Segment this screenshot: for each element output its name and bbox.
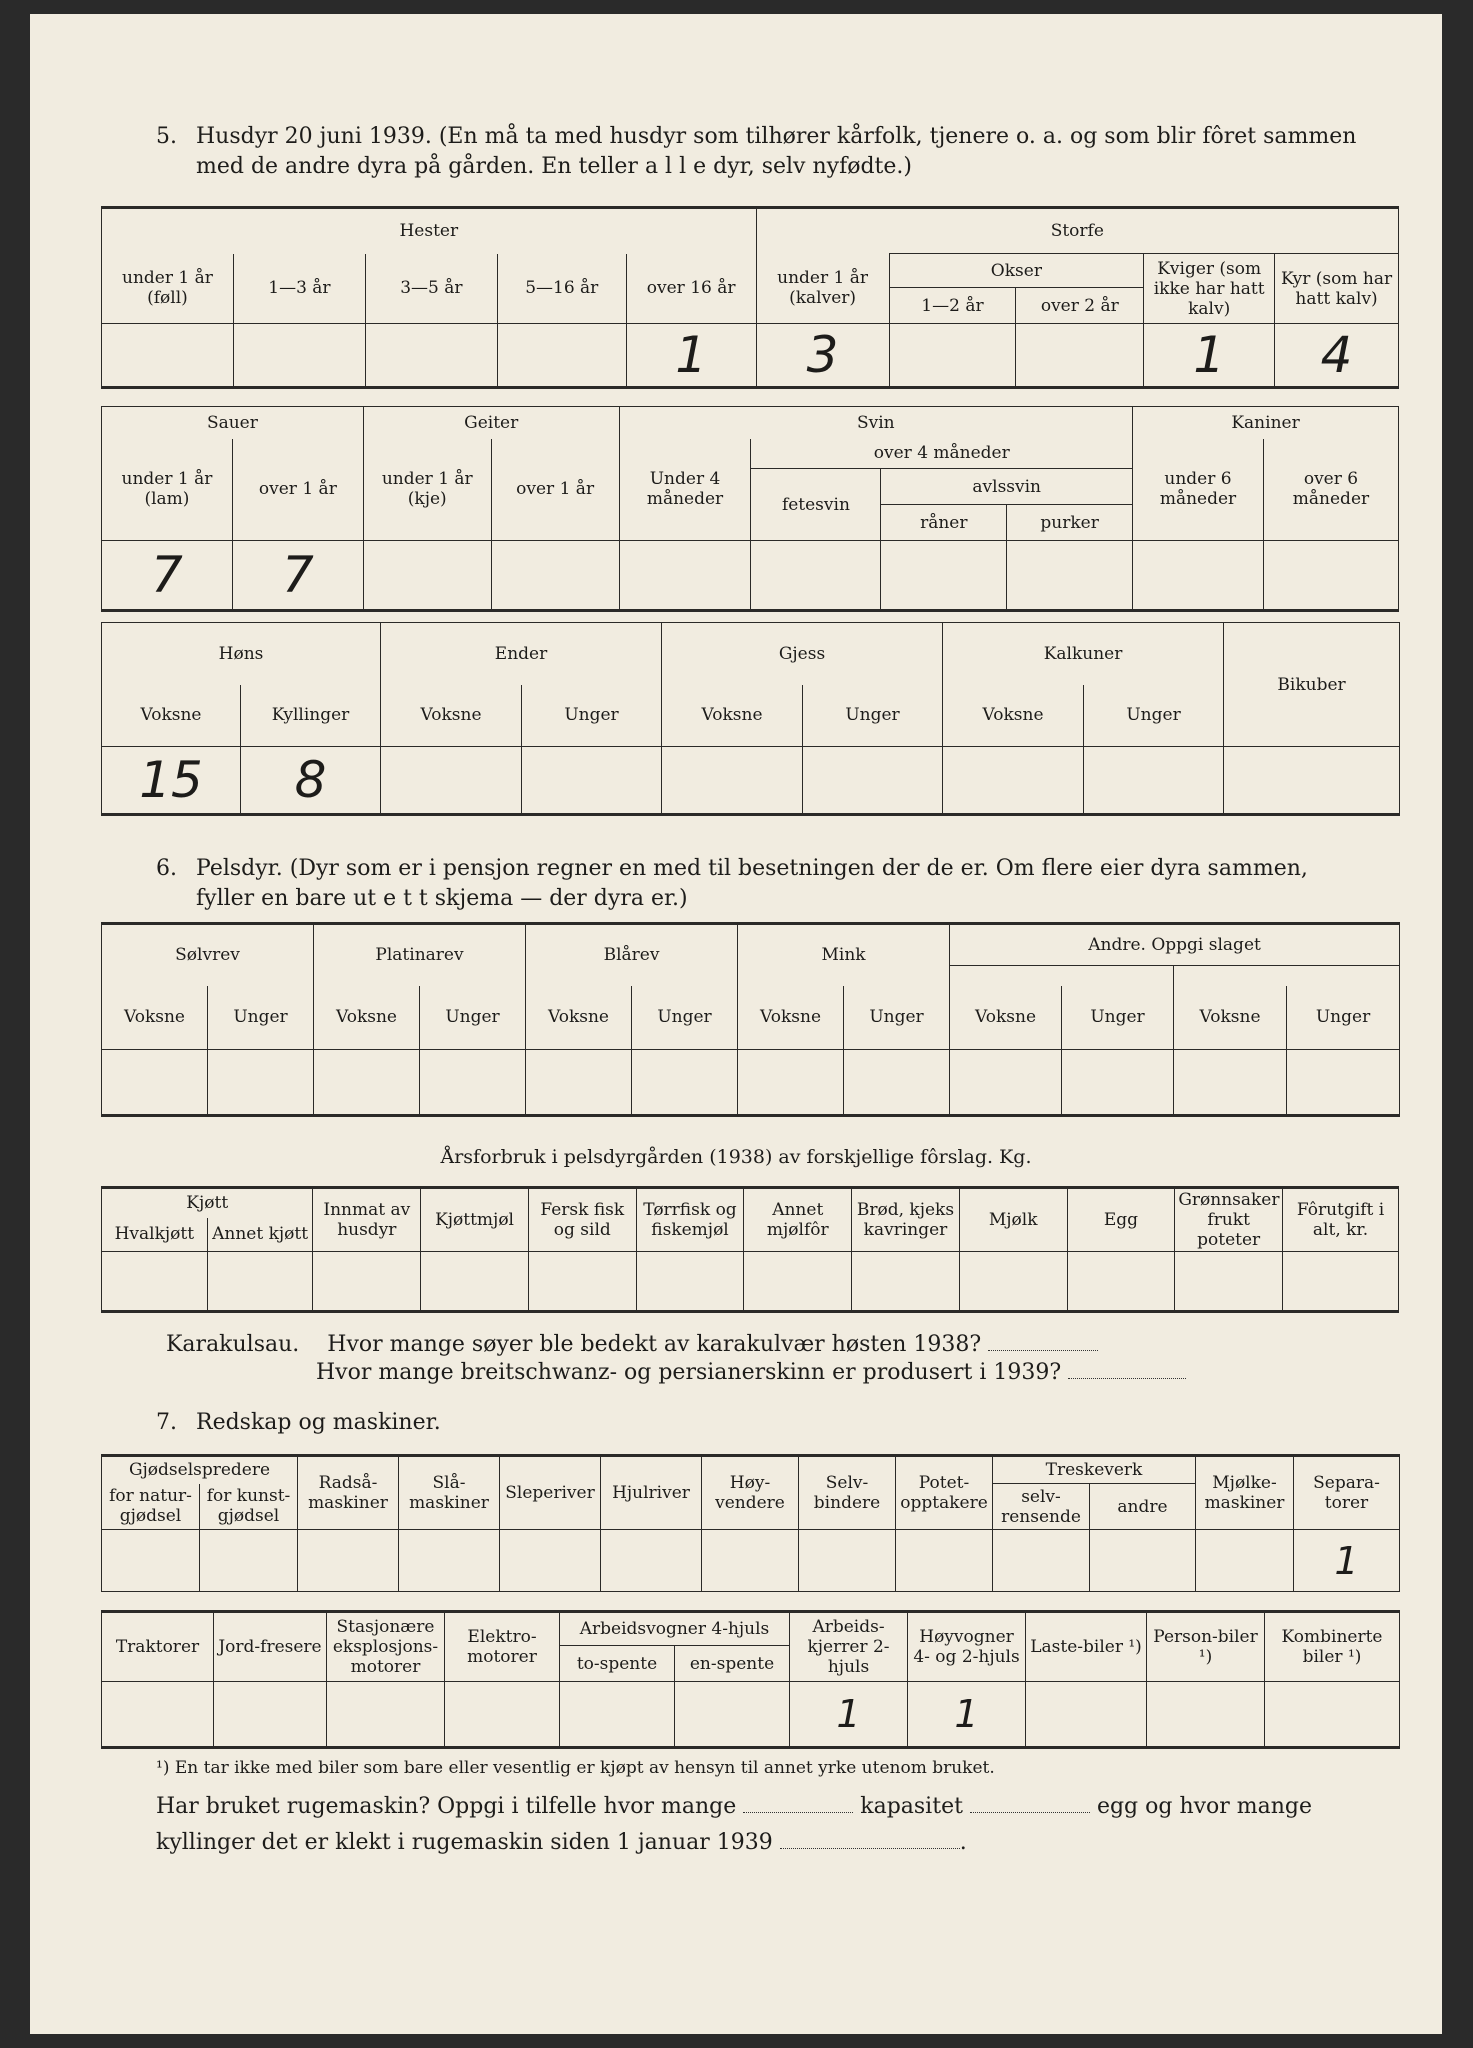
col-to-spente: to-spente	[560, 1646, 675, 1682]
header-geiter: Geiter	[363, 407, 619, 439]
value-cell	[500, 1530, 601, 1592]
value-cell	[1026, 1682, 1147, 1748]
col-voksne: Voksne	[1174, 986, 1287, 1050]
value-kyr: 4	[1275, 324, 1399, 388]
section-number: 7.	[156, 1410, 177, 1435]
header-okser: Okser	[889, 254, 1144, 288]
col-unger: Unger	[844, 986, 950, 1050]
value-cell	[1090, 1530, 1196, 1592]
value-cell	[1147, 1682, 1265, 1748]
value-cell	[1062, 1050, 1174, 1116]
value-cell	[102, 324, 234, 388]
col-hjulriver: Hjulriver	[601, 1456, 702, 1530]
kyllinger-klekt-field[interactable]	[780, 1830, 960, 1849]
value-cell	[1196, 1530, 1294, 1592]
col-annet-kjott: Annet kjøtt	[207, 1218, 313, 1252]
col-hest-1-3: 1—3 år	[233, 254, 365, 324]
col-stasjonaere-motorer: Stasjonære eksplosjons-motorer	[327, 1612, 445, 1682]
karakul-question-2: Hvor mange breitschwanz- og persianerskinn er produsert i 1939?	[316, 1360, 1062, 1385]
value-cell	[497, 324, 626, 388]
value-cell	[208, 1050, 314, 1116]
header-storfe: Storfe	[756, 208, 1398, 254]
value-cell	[889, 324, 1016, 388]
value-cell	[327, 1682, 445, 1748]
col-geit-over-1: over 1 år	[491, 439, 619, 541]
karakul-q2	[316, 1358, 1186, 1388]
equipment-table-2	[101, 1610, 1400, 1749]
col-hoyvendere: Høy-vendere	[702, 1456, 799, 1530]
col-raner: råner	[881, 505, 1007, 541]
col-voksne: Voksne	[526, 986, 632, 1050]
value-cell	[959, 1252, 1067, 1312]
value-cell	[200, 1530, 298, 1592]
value-bikuber	[1224, 747, 1400, 815]
header-ender: Ender	[381, 623, 662, 685]
col-unger: Unger	[1287, 986, 1400, 1050]
value-cell	[601, 1530, 702, 1592]
value-cell	[445, 1682, 560, 1748]
form-page	[30, 14, 1442, 2034]
livestock-horses-cattle-table	[101, 206, 1399, 389]
value-cell	[314, 1050, 420, 1116]
header-platinarev: Platinarev	[314, 924, 526, 986]
value-cell	[799, 1530, 896, 1592]
col-okser-1-2: 1—2 år	[889, 288, 1016, 324]
value-cell	[214, 1682, 327, 1748]
col-sau-over-1: over 1 år	[232, 439, 363, 541]
header-kjott: Kjøtt	[102, 1188, 313, 1218]
col-mjolkemaskiner: Mjølke-maskiner	[1196, 1456, 1294, 1530]
value-cell	[1133, 541, 1264, 611]
kapasitet-label: kapasitet	[860, 1794, 963, 1819]
value-cell	[420, 1050, 526, 1116]
value-cell	[1263, 541, 1398, 611]
col-innmat: Innmat av husdyr	[313, 1188, 421, 1252]
header-hons: Høns	[102, 623, 381, 685]
value-cell	[632, 1050, 738, 1116]
value-cell	[950, 1050, 1062, 1116]
footnote: ¹) En tar ikke med biler som bare eller vesentlig er kjøpt av hensyn til annet yrke utenom bruket.	[156, 1758, 995, 1778]
karakul-answer-1-field[interactable]	[988, 1332, 1098, 1351]
section-5-line1: Husdyr 20 juni 1939. (En må ta med husdyr som tilhører kårfolk, tjenere o. a. og som blir fôret sammen	[196, 124, 1357, 149]
value-cell	[1016, 324, 1144, 388]
value-cell	[1174, 1050, 1287, 1116]
value-lam: 7	[102, 541, 233, 611]
value-cell	[560, 1682, 675, 1748]
kapasitet-field[interactable]	[970, 1794, 1090, 1813]
poultry-bees-table	[101, 622, 1400, 816]
col-sla: Slå-maskiner	[399, 1456, 500, 1530]
value-cell	[491, 541, 619, 611]
value-sau-over-1: 7	[232, 541, 363, 611]
value-cell	[313, 1252, 421, 1312]
egg-label: egg og hvor mange	[1096, 1794, 1313, 1819]
col-kjottmjol: Kjøttmjøl	[421, 1188, 529, 1252]
value-cell	[298, 1530, 399, 1592]
col-kviger: Kviger (som ikke har hatt kalv)	[1144, 254, 1275, 324]
karakul-q1	[166, 1330, 1098, 1360]
col-purker: purker	[1007, 505, 1133, 541]
header-over-4-maneder: over 4 måneder	[751, 439, 1133, 469]
karakul-question-1: Hvor mange søyer ble bedekt av karakulvær høsten 1938?	[327, 1332, 982, 1357]
col-egg: Egg	[1067, 1188, 1175, 1252]
value-cell	[675, 1682, 790, 1748]
header-andre: Andre. Oppgi slaget	[950, 924, 1400, 966]
col-kanin-under-6: under 6 måneder	[1133, 439, 1264, 541]
rugemaskin-line-2: kyllinger det er klekt i rugemaskin siden 1 januar 1939 .	[156, 1830, 967, 1855]
value-cell	[1283, 1252, 1399, 1312]
col-selvbindere: Selv-bindere	[799, 1456, 896, 1530]
rugemaskin-antall-field[interactable]	[743, 1794, 853, 1813]
col-voksne: Voksne	[102, 986, 208, 1050]
header-kaniner: Kaniner	[1133, 407, 1399, 439]
section-5-heading	[156, 122, 1356, 182]
col-fetesvin: fetesvin	[751, 469, 881, 541]
value-cell	[1287, 1050, 1400, 1116]
rugemaskin-line-1	[156, 1792, 1312, 1822]
value-cell	[363, 541, 491, 611]
value-kyllinger: 8	[241, 747, 381, 815]
col-kalkuner-unger: Unger	[1084, 685, 1224, 747]
value-cell	[1007, 541, 1133, 611]
col-voksne: Voksne	[950, 986, 1062, 1050]
header-blarev: Blårev	[526, 924, 738, 986]
rugemaskin-question: Har bruket rugemaskin? Oppgi i tilfelle hvor mange	[156, 1794, 737, 1819]
header-gjess: Gjess	[662, 623, 943, 685]
col-kunstgjodsel: for kunst-gjødsel	[200, 1484, 298, 1530]
value-cell	[993, 1530, 1090, 1592]
col-kyllinger: Kyllinger	[241, 685, 381, 747]
section-7-heading	[156, 1408, 441, 1438]
forbruk-title: Årsforbruk i pelsdyrgården (1938) av forskjellige fôrslag. Kg.	[440, 1146, 1032, 1168]
value-cell	[744, 1252, 852, 1312]
value-cell	[102, 1682, 214, 1748]
section-6-heading	[156, 854, 1308, 914]
col-en-spente: en-spente	[675, 1646, 790, 1682]
col-hest-3-5: 3—5 år	[365, 254, 497, 324]
value-cell	[102, 1050, 208, 1116]
col-andre: andre	[1090, 1484, 1196, 1530]
value-cell	[751, 541, 881, 611]
value-cell	[526, 1050, 632, 1116]
value-cell	[943, 747, 1084, 815]
col-gronnsaker: Grønnsaker frukt poteter	[1175, 1188, 1283, 1252]
col-brod: Brød, kjeks kavringer	[852, 1188, 960, 1252]
karakul-label: Karakulsau.	[166, 1332, 300, 1357]
value-cell	[844, 1050, 950, 1116]
value-cell	[1175, 1252, 1283, 1312]
header-sauer: Sauer	[102, 407, 364, 439]
equipment-table-1	[101, 1454, 1400, 1592]
feed-consumption-table	[101, 1186, 1399, 1313]
col-annet-mjolfor: Annet mjølfôr	[744, 1188, 852, 1252]
value-cell	[381, 747, 522, 815]
header-gjodselspredere: Gjødselspredere	[102, 1456, 298, 1484]
col-gjess-voksne: Voksne	[662, 685, 803, 747]
value-separatorer: 1	[1294, 1530, 1400, 1592]
col-unger: Unger	[208, 986, 314, 1050]
col-hest-over-16: over 16 år	[626, 254, 756, 324]
col-unger: Unger	[632, 986, 738, 1050]
value-cell	[619, 541, 751, 611]
col-selvrensende: selv-rensende	[993, 1484, 1090, 1530]
value-kalver: 3	[756, 324, 889, 388]
value-kviger: 1	[1144, 324, 1275, 388]
col-fersk-fisk: Fersk fisk og sild	[528, 1188, 636, 1252]
header-avlssvin: avlssvin	[881, 469, 1133, 505]
col-elektromotorer: Elektro-motorer	[445, 1612, 560, 1682]
col-kyr: Kyr (som har hatt kalv)	[1275, 254, 1399, 324]
header-hester: Hester	[102, 208, 757, 254]
value-cell	[365, 324, 497, 388]
col-foll: under 1 år (føll)	[102, 254, 234, 324]
section-5-line2: med de andre dyra på gården. En teller a l l e dyr, selv nyfødte.)	[196, 154, 912, 179]
col-hoyvogner: Høyvogner 4- og 2-hjuls	[908, 1612, 1026, 1682]
col-lastebiler: Laste-biler ¹)	[1026, 1612, 1147, 1682]
value-cell	[1067, 1252, 1175, 1312]
header-svin: Svin	[619, 407, 1132, 439]
col-forutgift: Fôrutgift i alt, kr.	[1283, 1188, 1399, 1252]
header-treskeverk: Treskeverk	[993, 1456, 1196, 1484]
kyllinger-question: kyllinger det er klekt i rugemaskin siden 1 januar 1939	[156, 1830, 773, 1855]
karakul-answer-2-field[interactable]	[1068, 1360, 1186, 1379]
col-radsa: Radså-maskiner	[298, 1456, 399, 1530]
value-cell	[662, 747, 803, 815]
col-jordfresere: Jord-freserе	[214, 1612, 327, 1682]
col-unger: Unger	[1062, 986, 1174, 1050]
col-hest-5-16: 5—16 år	[497, 254, 626, 324]
header-solvrev: Sølvrev	[102, 924, 314, 986]
fur-animals-table	[101, 922, 1400, 1117]
col-naturgjodsel: for natur-gjødsel	[102, 1484, 200, 1530]
value-cell	[102, 1252, 208, 1312]
value-cell	[852, 1252, 960, 1312]
livestock-sheep-goats-pigs-table	[101, 406, 1399, 612]
col-personbiler: Person-biler ¹)	[1147, 1612, 1265, 1682]
col-sleperiver: Sleperiver	[500, 1456, 601, 1530]
value-cell	[896, 1530, 993, 1592]
col-unger: Unger	[420, 986, 526, 1050]
section-6-line2: fyller en bare ut e t t skjema — der dyra er.)	[196, 886, 688, 911]
col-ender-unger: Unger	[522, 685, 662, 747]
col-traktorer: Traktorer	[102, 1612, 214, 1682]
col-potetopptakere: Potet-opptakere	[896, 1456, 993, 1530]
value-cell	[881, 541, 1007, 611]
header-arbeidsvogner: Arbeidsvogner 4-hjuls	[560, 1612, 790, 1646]
section-6-line1: Pelsdyr. (Dyr som er i pensjon regner en med til besetningen der de er. Om flere eier dyra sammen,	[196, 856, 1308, 881]
col-svin-under-4: Under 4 måneder	[619, 439, 751, 541]
value-hons-voksne: 15	[102, 747, 241, 815]
header-kalkuner: Kalkuner	[943, 623, 1224, 685]
value-cell	[803, 747, 943, 815]
col-kje: under 1 år (kje)	[363, 439, 491, 541]
value-cell	[421, 1252, 529, 1312]
header-mink: Mink	[738, 924, 950, 986]
value-cell	[102, 1530, 200, 1592]
section-7-title: Redskap og maskiner.	[196, 1410, 441, 1435]
col-lam: under 1 år (lam)	[102, 439, 233, 541]
col-hons-voksne: Voksne	[102, 685, 241, 747]
value-cell	[522, 747, 662, 815]
value-cell	[399, 1530, 500, 1592]
col-kalkuner-voksne: Voksne	[943, 685, 1084, 747]
value-cell	[528, 1252, 636, 1312]
value-cell	[207, 1252, 313, 1312]
col-hvalkjott: Hvalkjøtt	[102, 1218, 208, 1252]
col-kanin-over-6: over 6 måneder	[1263, 439, 1398, 541]
value-cell	[1265, 1682, 1400, 1748]
col-voksne: Voksne	[738, 986, 844, 1050]
col-okser-over-2: over 2 år	[1016, 288, 1144, 324]
col-kombinerte-biler: Kombinerte biler ¹)	[1265, 1612, 1400, 1682]
value-cell	[1084, 747, 1224, 815]
section-number: 5.	[156, 124, 177, 149]
col-ender-voksne: Voksne	[381, 685, 522, 747]
col-mjolk: Mjølk	[959, 1188, 1067, 1252]
value-hest-over-16: 1	[626, 324, 756, 388]
value-cell	[636, 1252, 744, 1312]
col-kalver: under 1 år (kalver)	[756, 254, 889, 324]
value-cell	[738, 1050, 844, 1116]
col-gjess-unger: Unger	[803, 685, 943, 747]
col-torrfisk: Tørrfisk og fiskemjøl	[636, 1188, 744, 1252]
col-arbeidskjerrer: Arbeids-kjerrer 2-hjuls	[790, 1612, 908, 1682]
value-cell	[233, 324, 365, 388]
col-separatorer: Separa-torer	[1294, 1456, 1400, 1530]
header-bikuber: Bikuber	[1224, 623, 1400, 747]
value-cell	[702, 1530, 799, 1592]
col-voksne: Voksne	[314, 986, 420, 1050]
value-hoyvogner: 1	[908, 1682, 1026, 1748]
section-number: 6.	[156, 856, 177, 881]
value-arbeidskjerrer: 1	[790, 1682, 908, 1748]
